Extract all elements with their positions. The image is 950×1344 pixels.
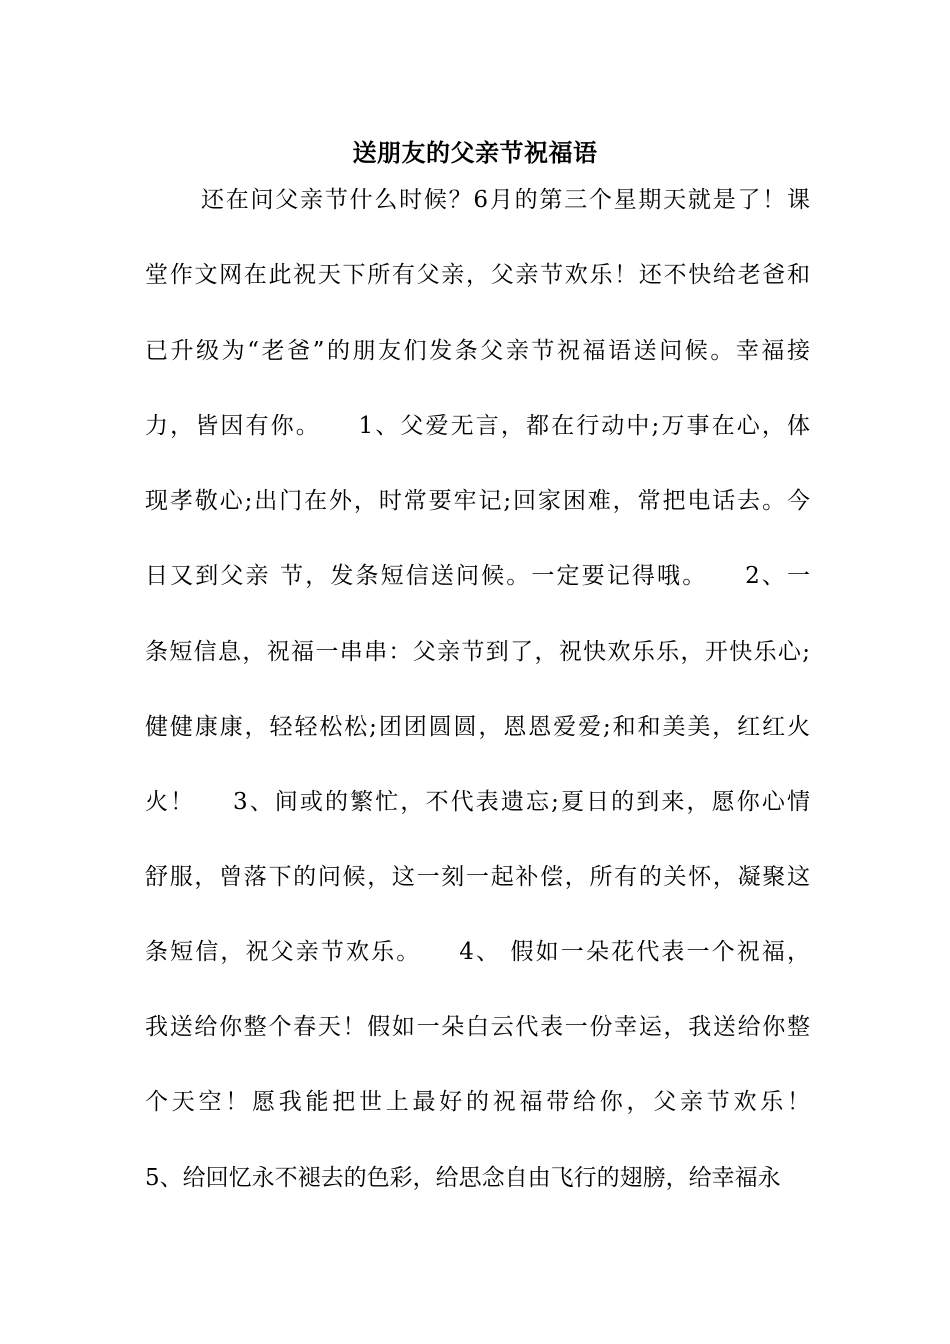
body-line-14: 5、给回忆永不褪去的色彩，给思念自由飞行的翅膀，给幸福永 [145, 1165, 781, 1191]
body-line-1: 还在问父亲节什么时候？6月的第三个星期天就是了！课 [201, 187, 810, 213]
body-line-13: 个天空！愿我能把世上最好的祝福带给你，父亲节欢乐！ [145, 1089, 810, 1115]
body-line-12: 我送给你整个春天！假如一朵白云代表一份幸运，我送给你整 [145, 1014, 810, 1040]
body-line-4: 力，皆因有你。 1、父爱无言，都在行动中;万事在心，体 [145, 413, 810, 439]
body-line-11: 条短信，祝父亲节欢乐。 4、 假如一朵花代表一个祝福， [145, 939, 810, 965]
body-line-6: 日又到父亲 节，发条短信送问候。一定要记得哦。 2、一 [145, 563, 810, 589]
body-line-3: 已升级为“老爸”的朋友们发条父亲节祝福语送问候。幸福接 [145, 338, 810, 364]
body-line-5: 现孝敬心;出门在外，时常要牢记;回家困难，常把电话去。今 [145, 488, 810, 514]
body-line-7: 条短信息，祝福一串串：父亲节到了，祝快欢乐乐，开快乐心; [145, 639, 810, 665]
body-line-2: 堂作文网在此祝天下所有父亲，父亲节欢乐！还不快给老爸和 [145, 262, 810, 288]
body-line-8: 健健康康，轻轻松松;团团圆圆，恩恩爱爱;和和美美，红红火 [145, 714, 810, 740]
body-line-9: 火！ 3、间或的繁忙，不代表遗忘;夏日的到来，愿你心情 [145, 789, 810, 815]
document-title: 送朋友的父亲节祝福语 [352, 138, 598, 167]
body-line-10: 舒服，曾落下的问候，这一刻一起补偿，所有的关怀，凝聚这 [145, 864, 810, 890]
